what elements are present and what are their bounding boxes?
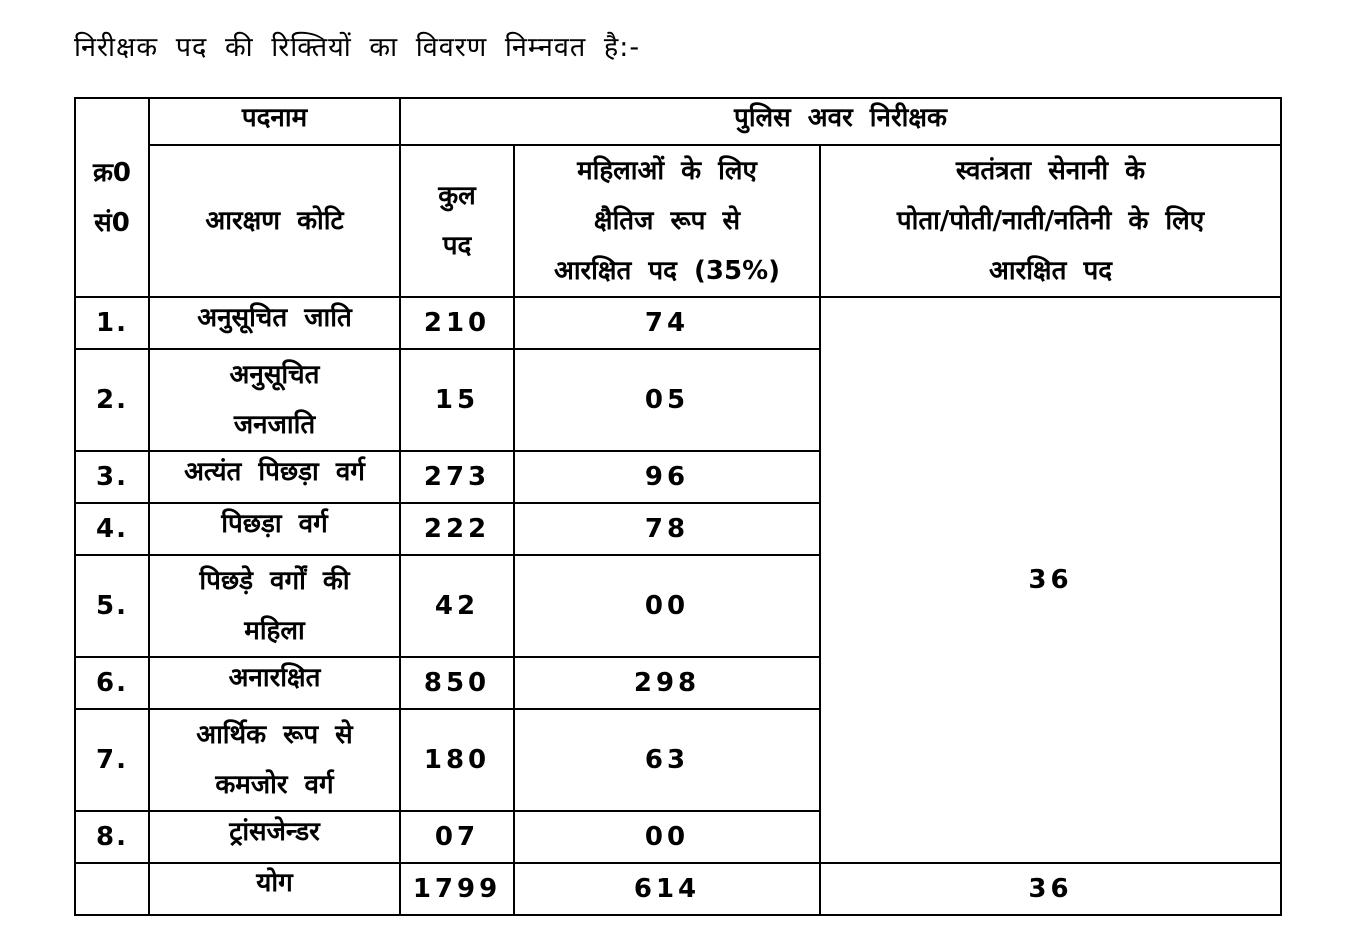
serial-no-cell: 5. — [75, 555, 149, 657]
header-reservation-category: आरक्षण कोटि — [149, 145, 400, 297]
total-posts-sum-cell: 1799 — [400, 863, 514, 915]
category-line-1: पिछड़ा वर्ग — [221, 509, 328, 539]
total-posts-cell: 42 — [400, 555, 514, 657]
header-women-reserved-line-1: महिलाओं के लिए — [577, 156, 757, 186]
category-line-1: आर्थिक रूप से — [196, 720, 353, 750]
serial-no-cell: 4. — [75, 503, 149, 555]
serial-no-cell: 7. — [75, 709, 149, 811]
serial-no-cell: 8. — [75, 811, 149, 863]
header-freedom-fighter-reserved — [820, 145, 1281, 297]
total-posts-cell: 07 — [400, 811, 514, 863]
header-designation-label: पदनाम — [149, 98, 400, 145]
freedom-fighter-merged-cell: 36 — [820, 297, 1281, 863]
category-line-1: अनारक्षित — [228, 663, 321, 693]
women-posts-cell: 00 — [514, 811, 820, 863]
women-posts-cell: 96 — [514, 451, 820, 503]
header-women-reserved-line-3: आरक्षित पद (35%) — [553, 256, 781, 286]
total-posts-cell: 15 — [400, 349, 514, 451]
vacancy-table — [74, 97, 1282, 916]
category-line-2: कमजोर वर्ग — [215, 770, 334, 800]
category-cell — [149, 503, 400, 555]
category-line-2: महिला — [244, 616, 305, 646]
header-serial-no — [75, 98, 149, 297]
women-posts-cell: 63 — [514, 709, 820, 811]
category-line-1: अनुसूचित — [229, 360, 320, 390]
header-total-posts — [400, 145, 514, 297]
header-row-1 — [75, 98, 1281, 145]
category-cell — [149, 297, 400, 349]
women-posts-cell: 78 — [514, 503, 820, 555]
header-women-reserved — [514, 145, 820, 297]
total-serial-cell — [75, 863, 149, 915]
category-cell — [149, 349, 400, 451]
header-designation-value: पुलिस अवर निरीक्षक — [400, 98, 1281, 145]
women-posts-cell: 00 — [514, 555, 820, 657]
total-posts-cell: 273 — [400, 451, 514, 503]
category-cell — [149, 709, 400, 811]
total-row — [75, 863, 1281, 915]
header-serial-no-line-1: क्र0 — [92, 157, 132, 188]
serial-no-cell: 3. — [75, 451, 149, 503]
category-line-1: अनुसूचित जाति — [197, 303, 352, 333]
serial-no-cell: 2. — [75, 349, 149, 451]
category-cell — [149, 811, 400, 863]
header-ff-line-3: आरक्षित पद — [988, 256, 1113, 286]
header-women-reserved-line-2: क्षैतिज रूप से — [593, 206, 741, 236]
header-total-posts-line-1: कुल — [438, 181, 476, 211]
total-posts-cell: 210 — [400, 297, 514, 349]
header-ff-line-1: स्वतंत्रता सेनानी के — [955, 156, 1146, 186]
header-ff-line-2: पोता/पोती/नाती/नतिनी के लिए — [896, 206, 1205, 236]
total-posts-cell: 850 — [400, 657, 514, 709]
total-women-sum-cell: 614 — [514, 863, 820, 915]
category-cell — [149, 555, 400, 657]
women-posts-cell: 298 — [514, 657, 820, 709]
category-line-1: पिछड़े वर्गों की — [199, 566, 350, 596]
women-posts-cell: 74 — [514, 297, 820, 349]
category-line-1: ट्रांसजेन्डर — [229, 817, 320, 847]
intro-heading: निरीक्षक पद की रिक्तियों का विवरण निम्नवत है:- — [74, 32, 641, 63]
header-row-2 — [75, 145, 1281, 297]
header-serial-no-line-2: सं0 — [94, 207, 130, 238]
total-posts-cell: 180 — [400, 709, 514, 811]
serial-no-cell: 6. — [75, 657, 149, 709]
category-cell — [149, 657, 400, 709]
total-freedom-fighter-cell: 36 — [820, 863, 1281, 915]
table-row — [75, 297, 1281, 349]
category-cell — [149, 451, 400, 503]
header-total-posts-line-2: पद — [442, 231, 472, 261]
serial-no-cell: 1. — [75, 297, 149, 349]
total-posts-cell: 222 — [400, 503, 514, 555]
category-line-1: अत्यंत पिछड़ा वर्ग — [184, 457, 365, 487]
women-posts-cell: 05 — [514, 349, 820, 451]
total-label-cell: योग — [149, 863, 400, 915]
category-line-2: जनजाति — [233, 410, 316, 440]
